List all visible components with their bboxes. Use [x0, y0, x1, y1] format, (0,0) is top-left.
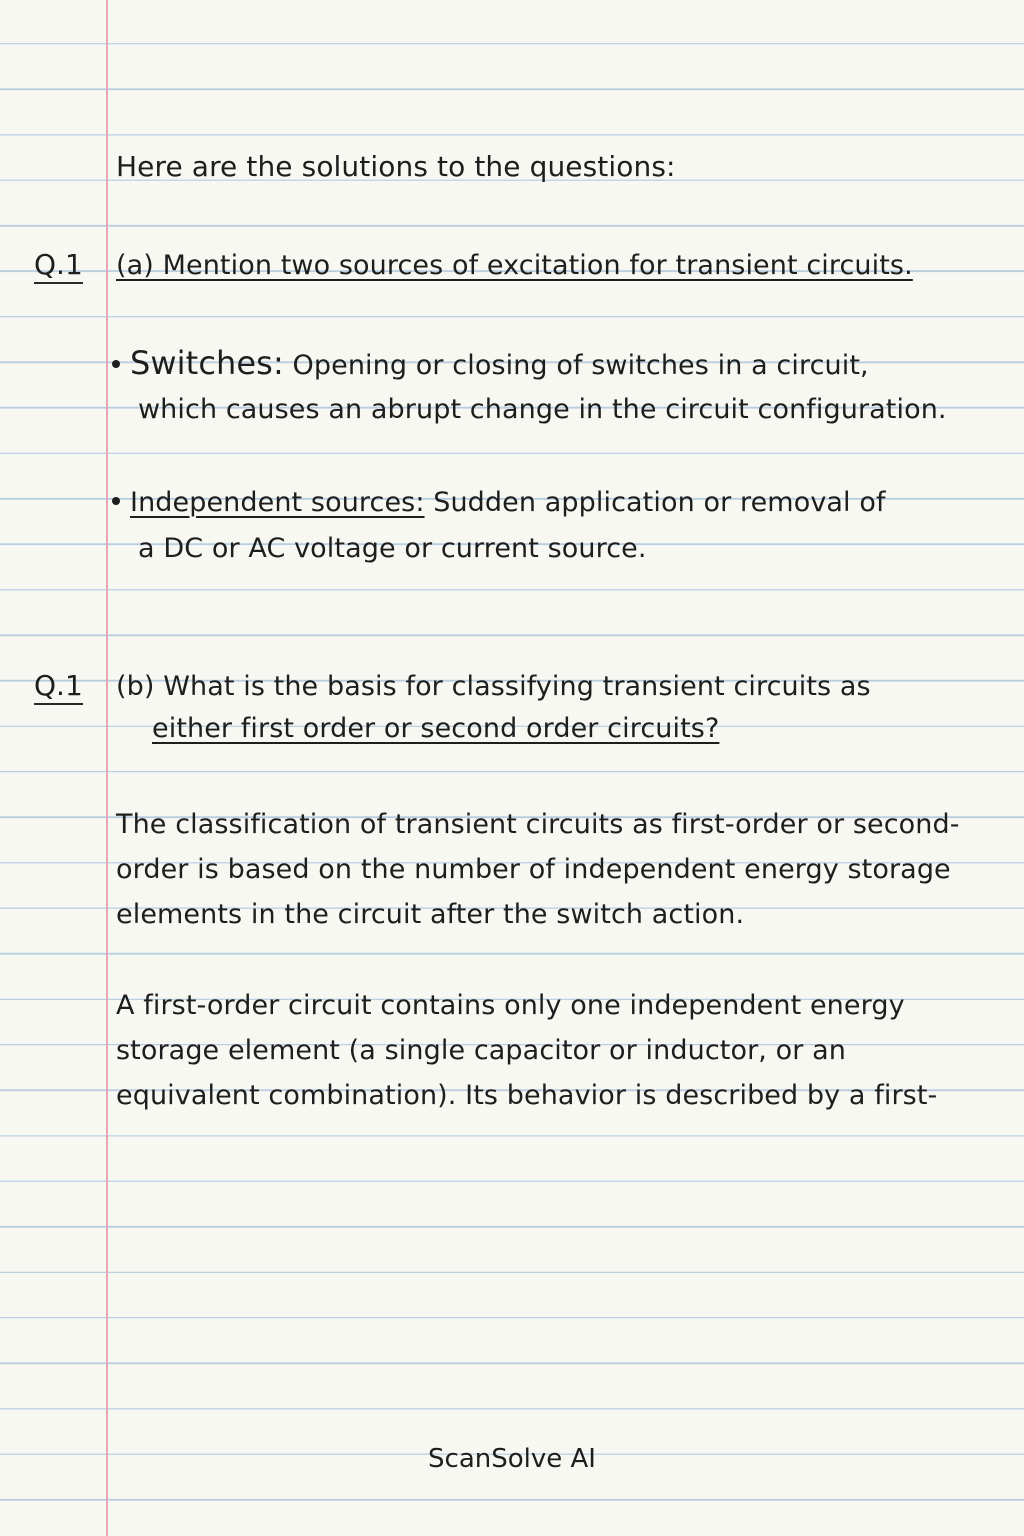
- paragraph-1-line-1: The classification of transient circuits as first-order or second-: [116, 809, 960, 840]
- question-label-b: Q.1: [34, 669, 83, 705]
- question-label-a: Q.1: [34, 248, 83, 284]
- bullet-dot: [112, 360, 120, 368]
- question-b-line1: (b) What is the basis for classifying transient circuits as: [116, 671, 871, 702]
- bullet-independent-sources-cont: a DC or AC voltage or current source.: [138, 533, 647, 564]
- bullet-term: Switches:: [130, 344, 284, 382]
- intro-text: Here are the solutions to the questions:: [116, 150, 676, 183]
- bullet-dot: [112, 497, 120, 505]
- paragraph-2-line-1: A first-order circuit contains only one independent energy: [116, 990, 905, 1021]
- bullet-term: Independent sources:: [130, 487, 425, 518]
- paragraph-2-line-3: equivalent combination). Its behavior is described by a first-: [116, 1080, 938, 1111]
- paragraph-1-line-2: order is based on the number of independent energy storage: [116, 854, 951, 885]
- question-b-line2: either first order or second order circuits?: [152, 713, 720, 744]
- bullet-switches: [112, 346, 869, 383]
- paragraph-2-line-2: storage element (a single capacitor or inductor, or an: [116, 1035, 846, 1066]
- bullet-independent-sources: [112, 486, 886, 520]
- question-a-text: (a) Mention two sources of excitation for transient circuits.: [116, 250, 913, 281]
- margin-line: [106, 0, 108, 1536]
- bullet-switches-cont: which causes an abrupt change in the circuit configuration.: [138, 394, 947, 425]
- bullet-text: Sudden application or removal of: [433, 487, 886, 518]
- footer-brand: ScanSolve AI: [428, 1444, 596, 1474]
- paragraph-1-line-3: elements in the circuit after the switch action.: [116, 899, 745, 930]
- bullet-text: Opening or closing of switches in a circuit,: [292, 350, 869, 381]
